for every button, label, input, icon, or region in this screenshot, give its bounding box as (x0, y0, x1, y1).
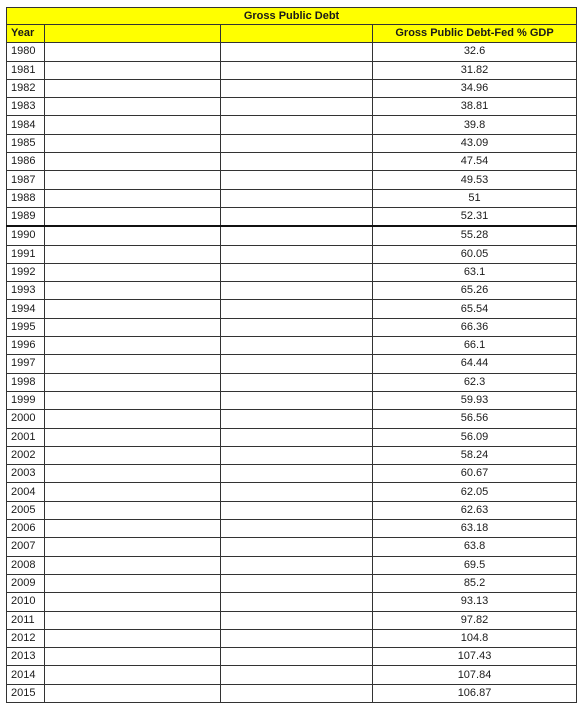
table-row (7, 611, 577, 629)
empty-cell (221, 263, 373, 281)
table-row (7, 501, 577, 519)
empty-cell (221, 43, 373, 61)
empty-cell (221, 410, 373, 428)
debt-pct-gdp-cell: 64.44 (373, 355, 577, 373)
empty-cell (221, 684, 373, 702)
empty-cell (45, 446, 221, 464)
empty-cell (45, 391, 221, 409)
table-row (7, 300, 577, 318)
table-row (7, 245, 577, 263)
table-row (7, 226, 577, 245)
table-row (7, 593, 577, 611)
empty-cell (221, 61, 373, 79)
table-row (7, 629, 577, 647)
table-row (7, 116, 577, 134)
debt-pct-gdp-cell: 65.54 (373, 300, 577, 318)
empty-cell (45, 282, 221, 300)
year-cell: 2000 (7, 410, 45, 428)
table-row (7, 428, 577, 446)
debt-pct-gdp-cell: 34.96 (373, 79, 577, 97)
year-cell: 1997 (7, 355, 45, 373)
year-cell: 1992 (7, 263, 45, 281)
table-row (7, 574, 577, 592)
empty-cell (45, 98, 221, 116)
empty-cell (45, 134, 221, 152)
table-row (7, 43, 577, 61)
table-row (7, 282, 577, 300)
empty-cell (45, 648, 221, 666)
year-cell: 2015 (7, 684, 45, 702)
debt-pct-gdp-cell: 62.3 (373, 373, 577, 391)
empty-cell (221, 226, 373, 245)
table-row (7, 263, 577, 281)
year-cell: 2004 (7, 483, 45, 501)
empty-cell (221, 428, 373, 446)
empty-cell (45, 171, 221, 189)
debt-pct-gdp-cell: 52.31 (373, 207, 577, 226)
empty-cell (221, 556, 373, 574)
table-row (7, 684, 577, 702)
table-row (7, 134, 577, 152)
table-row (7, 153, 577, 171)
empty-cell (221, 520, 373, 538)
empty-cell (45, 684, 221, 702)
year-cell: 1982 (7, 79, 45, 97)
debt-pct-gdp-cell: 32.6 (373, 43, 577, 61)
empty-cell (221, 245, 373, 263)
empty-cell (221, 153, 373, 171)
year-cell: 1994 (7, 300, 45, 318)
empty-cell (221, 134, 373, 152)
empty-cell (45, 538, 221, 556)
year-cell: 2010 (7, 593, 45, 611)
year-cell: 2005 (7, 501, 45, 519)
empty-cell (45, 245, 221, 263)
year-cell: 2009 (7, 574, 45, 592)
year-cell: 2007 (7, 538, 45, 556)
empty-cell (45, 520, 221, 538)
year-cell: 1988 (7, 189, 45, 207)
table-row (7, 171, 577, 189)
debt-pct-gdp-cell: 69.5 (373, 556, 577, 574)
debt-pct-gdp-cell: 49.53 (373, 171, 577, 189)
debt-pct-gdp-cell: 93.13 (373, 593, 577, 611)
empty-cell (45, 43, 221, 61)
empty-cell (45, 611, 221, 629)
table-row (7, 207, 577, 226)
empty-cell (221, 373, 373, 391)
empty-cell (45, 226, 221, 245)
year-cell: 2003 (7, 465, 45, 483)
debt-pct-gdp-cell: 62.63 (373, 501, 577, 519)
empty-cell (45, 79, 221, 97)
debt-pct-gdp-cell: 39.8 (373, 116, 577, 134)
debt-pct-gdp-cell: 60.05 (373, 245, 577, 263)
year-cell: 2013 (7, 648, 45, 666)
table-row (7, 410, 577, 428)
debt-pct-gdp-cell: 63.18 (373, 520, 577, 538)
empty-cell (221, 355, 373, 373)
year-cell: 1983 (7, 98, 45, 116)
year-cell: 2006 (7, 520, 45, 538)
table-row (7, 189, 577, 207)
table-row (7, 483, 577, 501)
table-row (7, 556, 577, 574)
empty-cell (221, 465, 373, 483)
table-row (7, 538, 577, 556)
column-header-row (7, 25, 577, 43)
year-cell: 1991 (7, 245, 45, 263)
year-cell: 1987 (7, 171, 45, 189)
empty-cell (45, 116, 221, 134)
debt-pct-gdp-cell: 51 (373, 189, 577, 207)
column-header-empty-2 (45, 25, 221, 43)
debt-pct-gdp-cell: 43.09 (373, 134, 577, 152)
table-title: Gross Public Debt (7, 8, 577, 25)
empty-cell (45, 153, 221, 171)
debt-pct-gdp-cell: 107.43 (373, 648, 577, 666)
empty-cell (221, 189, 373, 207)
empty-cell (45, 629, 221, 647)
empty-cell (45, 355, 221, 373)
debt-pct-gdp-cell: 106.87 (373, 684, 577, 702)
empty-cell (45, 574, 221, 592)
empty-cell (221, 538, 373, 556)
empty-cell (221, 318, 373, 336)
debt-pct-gdp-cell: 31.82 (373, 61, 577, 79)
debt-pct-gdp-cell: 66.1 (373, 337, 577, 355)
empty-cell (45, 666, 221, 684)
debt-pct-gdp-cell: 104.8 (373, 629, 577, 647)
debt-pct-gdp-cell: 58.24 (373, 446, 577, 464)
year-cell: 1986 (7, 153, 45, 171)
empty-cell (221, 446, 373, 464)
column-header-debt-pct-gdp: Gross Public Debt-Fed % GDP (373, 25, 577, 43)
gross-public-debt-table (6, 7, 577, 703)
year-cell: 2008 (7, 556, 45, 574)
year-cell: 2011 (7, 611, 45, 629)
table-row (7, 98, 577, 116)
empty-cell (45, 465, 221, 483)
table-row (7, 666, 577, 684)
empty-cell (221, 483, 373, 501)
empty-cell (45, 263, 221, 281)
debt-pct-gdp-cell: 107.84 (373, 666, 577, 684)
year-cell: 1990 (7, 226, 45, 245)
debt-pct-gdp-cell: 56.56 (373, 410, 577, 428)
year-cell: 1996 (7, 337, 45, 355)
debt-pct-gdp-cell: 47.54 (373, 153, 577, 171)
empty-cell (45, 207, 221, 226)
table-row (7, 391, 577, 409)
empty-cell (221, 648, 373, 666)
empty-cell (221, 501, 373, 519)
debt-pct-gdp-cell: 65.26 (373, 282, 577, 300)
year-cell: 1989 (7, 207, 45, 226)
table-row (7, 355, 577, 373)
column-header-year: Year (7, 25, 45, 43)
year-cell: 1999 (7, 391, 45, 409)
table-row (7, 318, 577, 336)
column-header-empty-3 (221, 25, 373, 43)
table-row (7, 373, 577, 391)
table-row (7, 648, 577, 666)
empty-cell (221, 593, 373, 611)
debt-pct-gdp-cell: 59.93 (373, 391, 577, 409)
empty-cell (45, 373, 221, 391)
empty-cell (45, 428, 221, 446)
empty-cell (45, 300, 221, 318)
debt-pct-gdp-cell: 85.2 (373, 574, 577, 592)
debt-pct-gdp-cell: 56.09 (373, 428, 577, 446)
empty-cell (221, 207, 373, 226)
debt-pct-gdp-cell: 63.8 (373, 538, 577, 556)
empty-cell (45, 501, 221, 519)
empty-cell (45, 337, 221, 355)
empty-cell (45, 593, 221, 611)
debt-pct-gdp-cell: 63.1 (373, 263, 577, 281)
empty-cell (221, 391, 373, 409)
empty-cell (221, 666, 373, 684)
year-cell: 2001 (7, 428, 45, 446)
year-cell: 1984 (7, 116, 45, 134)
empty-cell (221, 116, 373, 134)
debt-pct-gdp-cell: 62.05 (373, 483, 577, 501)
year-cell: 1998 (7, 373, 45, 391)
year-cell: 1980 (7, 43, 45, 61)
empty-cell (45, 483, 221, 501)
empty-cell (45, 189, 221, 207)
table-row (7, 337, 577, 355)
empty-cell (221, 98, 373, 116)
empty-cell (45, 318, 221, 336)
debt-pct-gdp-cell: 38.81 (373, 98, 577, 116)
empty-cell (221, 611, 373, 629)
empty-cell (221, 629, 373, 647)
table-row (7, 446, 577, 464)
year-cell: 1995 (7, 318, 45, 336)
year-cell: 2014 (7, 666, 45, 684)
empty-cell (221, 574, 373, 592)
year-cell: 2002 (7, 446, 45, 464)
table-row (7, 61, 577, 79)
empty-cell (45, 410, 221, 428)
empty-cell (45, 556, 221, 574)
debt-pct-gdp-cell: 55.28 (373, 226, 577, 245)
debt-pct-gdp-cell: 60.67 (373, 465, 577, 483)
year-cell: 1993 (7, 282, 45, 300)
table-title-row (7, 8, 577, 25)
debt-pct-gdp-cell: 66.36 (373, 318, 577, 336)
table-row (7, 79, 577, 97)
empty-cell (221, 282, 373, 300)
year-cell: 1981 (7, 61, 45, 79)
year-cell: 2012 (7, 629, 45, 647)
table-row (7, 520, 577, 538)
empty-cell (221, 79, 373, 97)
empty-cell (221, 171, 373, 189)
empty-cell (45, 61, 221, 79)
empty-cell (221, 300, 373, 318)
table-row (7, 465, 577, 483)
debt-pct-gdp-cell: 97.82 (373, 611, 577, 629)
year-cell: 1985 (7, 134, 45, 152)
empty-cell (221, 337, 373, 355)
